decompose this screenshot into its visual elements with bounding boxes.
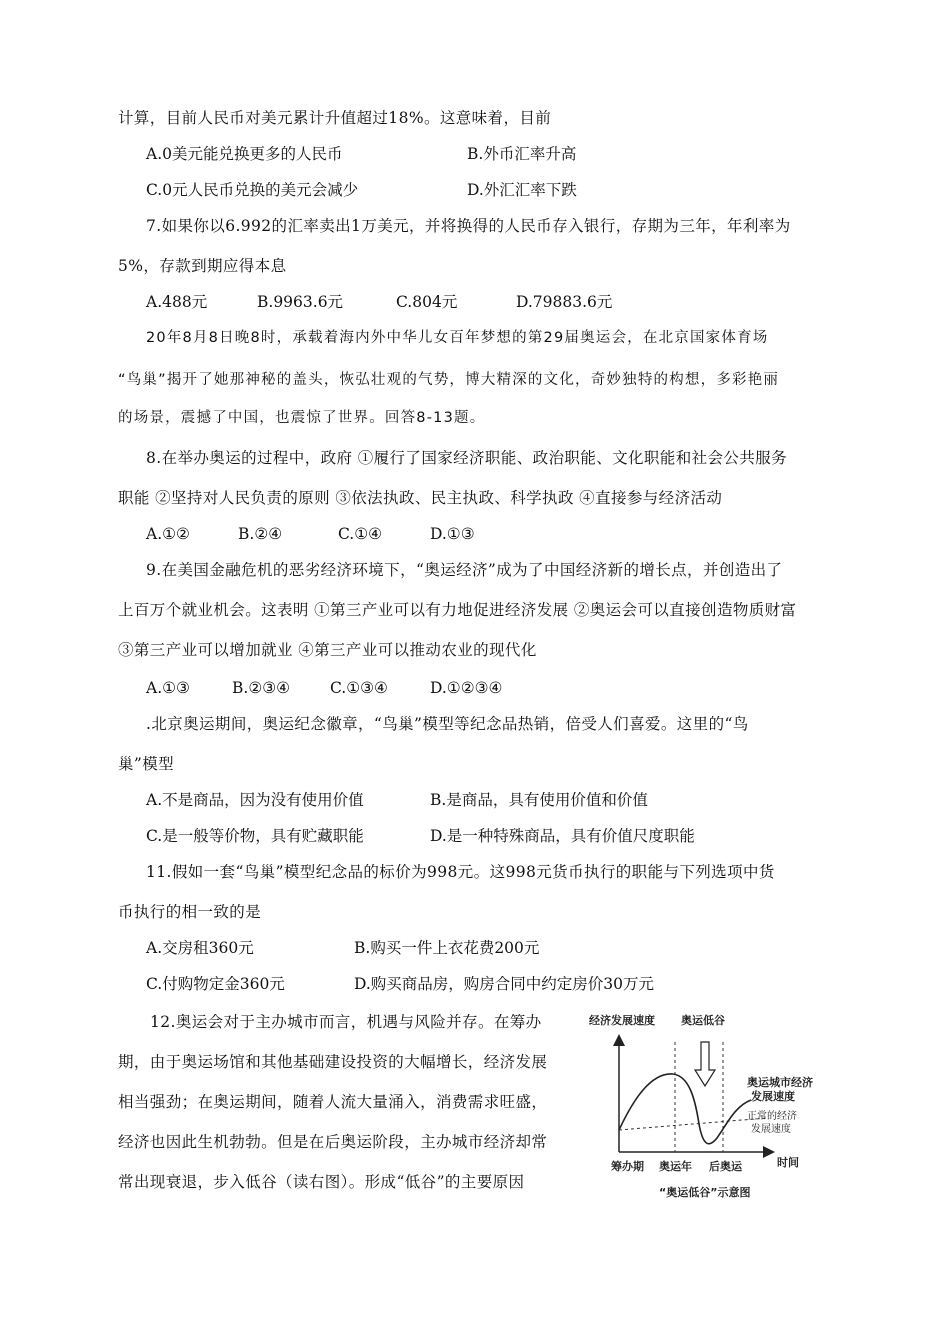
q6-option-a: A.0美元能兑换更多的人民币 [146, 145, 343, 163]
q11-stem-line1: 11.假如一套“鸟巢”模型纪念品的标价为998元。这998元货币执行的职能与下列选项中货 [146, 863, 775, 881]
valley-down-arrow-icon [695, 1042, 715, 1086]
q8-stem-line1: 8.在举办奥运的过程中，政府 ①履行了国家经济职能、政治职能、文化职能和社会公共服务 [146, 449, 788, 467]
q6-option-b: B.外币汇率升高 [467, 145, 577, 163]
normal-label-line2: 发展速度 [751, 1124, 791, 1135]
olympic-city-growth-curve [619, 1074, 751, 1144]
q11-stem-line2: 币执行的相一致的是 [118, 903, 262, 921]
q7-option-a: A.488元 [146, 293, 208, 311]
q12-stem-line3: 相当强劲；在奥运期间，随着人流大量涌入，消费需求旺盛， [118, 1093, 548, 1111]
valley-label: 奥运低谷 [681, 1014, 725, 1027]
normal-label-line1: 正常的经济 [747, 1111, 797, 1122]
q11-option-b: B.购买一件上衣花费200元 [354, 939, 540, 957]
olympic-intro-line1: 20年8月8日晚8时，承载着海内外中华儿女百年梦想的第29届奥运会，在北京国家体育场 [146, 330, 769, 346]
x-tick-post-olympic: 后奥运 [709, 1160, 742, 1173]
x-tick-olympic-year: 奥运年 [659, 1160, 692, 1173]
q9-option-b: B.②③④ [232, 679, 291, 697]
curve-label-line2: 发展速度 [751, 1090, 795, 1103]
q9-stem-line2: 上百万个就业机会。这表明 ①第三产业可以有力地促进经济发展 ②奥运会可以直接创造物质财富 [118, 601, 797, 619]
q11-option-c: C.付购物定金360元 [146, 975, 285, 993]
q10-option-a: A.不是商品，因为没有使用价值 [146, 791, 364, 809]
q8-option-c: C.①④ [338, 525, 383, 543]
x-tick-preparation: 筹办期 [611, 1160, 644, 1173]
q9-stem-line3: ③第三产业可以增加就业 ④第三产业可以推动农业的现代化 [118, 641, 537, 659]
q12-stem-line2: 期，由于奥运场馆和其他基础建设投资的大幅增长，经济发展 [118, 1053, 548, 1071]
q10-stem-line1: .北京奥运期间，奥运纪念徽章，“鸟巢”模型等纪念品热销，倍受人们喜爱。这里的“鸟 [146, 715, 749, 733]
q8-option-a: A.①② [146, 525, 190, 543]
olympic-valley-figure [585, 1006, 835, 1216]
q9-option-a: A.①③ [146, 679, 190, 697]
olympic-valley-diagram [585, 1006, 835, 1216]
q12-stem-line4: 经济也因此生机勃勃。但是在后奥运阶段，主办城市经济却常 [118, 1133, 548, 1151]
q7-option-d: D.79883.6元 [516, 293, 613, 311]
q7-stem-line1: 7.如果你以6.992的汇率卖出1万美元，并将换得的人民币存入银行，存期为三年，年利率为 [146, 217, 791, 235]
q11-option-d: D.购买商品房，购房合同中约定房价30万元 [354, 975, 655, 993]
normal-growth-line [619, 1118, 767, 1130]
q7-option-c: C.804元 [396, 293, 458, 311]
y-axis-label: 经济发展速度 [589, 1014, 655, 1027]
q7-stem-line2: 5%，存款到期应得本息 [118, 257, 287, 275]
q8-option-b: B.②④ [238, 525, 283, 543]
olympic-intro-line2: “鸟巢”揭开了她那神秘的盖头，恢弘壮观的气势，博大精深的文化，奇妙独特的构想，多彩艳丽 [118, 372, 780, 388]
q7-option-b: B.9963.6元 [257, 293, 344, 311]
q8-option-d: D.①③ [430, 525, 475, 543]
q9-option-d: D.①②③④ [430, 679, 503, 697]
curve-label-line1: 奥运城市经济 [747, 1076, 813, 1089]
q10-stem-line2: 巢”模型 [118, 755, 175, 773]
q6-option-d: D.外汇汇率下跌 [467, 181, 577, 199]
q10-option-b: B.是商品，具有使用价值和价值 [430, 791, 648, 809]
q10-option-d: D.是一种特殊商品，具有价值尺度职能 [430, 827, 695, 845]
x-axis-label: 时间 [777, 1156, 799, 1169]
q12-stem-line1: 12.奥运会对于主办城市而言，机遇与风险并存。在筹办 [150, 1013, 542, 1031]
figure-caption: “奥运低谷”示意图 [659, 1186, 751, 1199]
olympic-intro-line3: 的场景，震撼了中国，也震惊了世界。回答8-13题。 [118, 410, 486, 426]
q9-option-c: C.①③④ [330, 679, 388, 697]
q10-option-c: C.是一般等价物，具有贮藏职能 [146, 827, 364, 845]
q8-stem-line2: 职能 ②坚持对人民负责的原则 ③依法执政、民主执政、科学执政 ④直接参与经济活动 [118, 489, 723, 507]
q12-stem-line5: 常出现衰退，步入低谷（读右图）。形成“低谷”的主要原因 [118, 1173, 525, 1191]
q9-stem-line1: 9.在美国金融危机的恶劣经济环境下，“奥运经济”成为了中国经济新的增长点，并创造出了 [146, 561, 783, 579]
q11-option-a: A.交房租360元 [146, 939, 254, 957]
q6-option-c: C.0元人民币兑换的美元会减少 [146, 181, 359, 199]
q6-stem-end: 计算，目前人民币对美元累计升值超过18%。这意味着，目前 [118, 109, 552, 127]
